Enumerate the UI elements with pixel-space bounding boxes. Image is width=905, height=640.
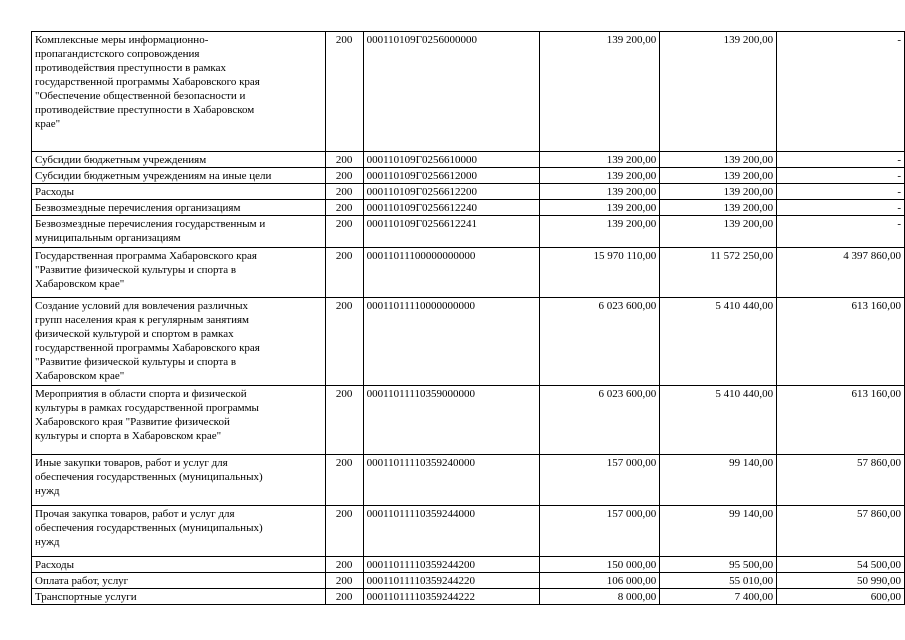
table-row: [32, 386, 905, 455]
row-name: Оплата работ, услуг: [32, 573, 326, 589]
row-executed: 139 200,00: [660, 184, 777, 200]
row-classification-code: 000110109Г0256612241: [363, 216, 540, 248]
row-remaining: -: [777, 168, 905, 184]
budget-report-page: [31, 31, 905, 605]
table-row: [32, 184, 905, 200]
row-name: Комплексные меры информационно- пропагандистского сопровождения противодействия преступности в рамках государственной программы Хабаровского края "Обеспечение общественной безопасности и противодействие преступности в Хабаровском крае": [32, 32, 326, 152]
table-row: [32, 200, 905, 216]
row-remaining: -: [777, 152, 905, 168]
table-row: [32, 32, 905, 152]
row-name: Иные закупки товаров, работ и услуг для обеспечения государственных (муниципальных) нужд: [32, 455, 326, 506]
row-name: Мероприятия в области спорта и физической культуры в рамках государственной программы Хабаровского края "Развитие физической культуры и спорта в Хабаровском крае": [32, 386, 326, 455]
row-remaining: 600,00: [777, 589, 905, 605]
row-name: Безвозмездные перечисления организациям: [32, 200, 326, 216]
row-executed: 139 200,00: [660, 168, 777, 184]
row-code: 200: [325, 386, 363, 455]
row-remaining: 4 397 860,00: [777, 248, 905, 298]
row-classification-code: 000110109Г0256612000: [363, 168, 540, 184]
row-name: Создание условий для вовлечения различных групп населения края к регулярным занятиям физической культурой и спортом в рамках государственной программы Хабаровского края "Развитие физической культуры и спорта в Хабаровском крае": [32, 298, 326, 386]
row-code: 200: [325, 589, 363, 605]
row-approved: 6 023 600,00: [540, 298, 660, 386]
row-remaining: 57 860,00: [777, 506, 905, 557]
row-executed: 139 200,00: [660, 152, 777, 168]
row-executed: 11 572 250,00: [660, 248, 777, 298]
row-classification-code: 00011011100000000000: [363, 248, 540, 298]
row-name: Расходы: [32, 557, 326, 573]
row-classification-code: 00011011110359244220: [363, 573, 540, 589]
row-remaining: 613 160,00: [777, 298, 905, 386]
row-classification-code: 00011011110359240000: [363, 455, 540, 506]
row-code: 200: [325, 152, 363, 168]
row-remaining: -: [777, 200, 905, 216]
row-code: 200: [325, 184, 363, 200]
table-row: [32, 573, 905, 589]
row-executed: 5 410 440,00: [660, 386, 777, 455]
row-approved: 150 000,00: [540, 557, 660, 573]
row-name: Субсидии бюджетным учреждениям на иные цели: [32, 168, 326, 184]
row-executed: 99 140,00: [660, 506, 777, 557]
row-classification-code: 00011011110000000000: [363, 298, 540, 386]
row-approved: 139 200,00: [540, 184, 660, 200]
row-classification-code: 00011011110359000000: [363, 386, 540, 455]
row-code: 200: [325, 455, 363, 506]
table-row: [32, 506, 905, 557]
row-remaining: -: [777, 216, 905, 248]
budget-execution-table: [31, 31, 905, 605]
row-remaining: 54 500,00: [777, 557, 905, 573]
row-remaining: 613 160,00: [777, 386, 905, 455]
row-approved: 139 200,00: [540, 216, 660, 248]
row-classification-code: 000110109Г0256610000: [363, 152, 540, 168]
row-name: Прочая закупка товаров, работ и услуг для обеспечения государственных (муниципальных) нужд: [32, 506, 326, 557]
row-name: Субсидии бюджетным учреждениям: [32, 152, 326, 168]
row-code: 200: [325, 506, 363, 557]
table-row: [32, 298, 905, 386]
row-name: Транспортные услуги: [32, 589, 326, 605]
row-approved: 139 200,00: [540, 200, 660, 216]
row-executed: 95 500,00: [660, 557, 777, 573]
row-classification-code: 000110109Г0256000000: [363, 32, 540, 152]
table-row: [32, 248, 905, 298]
row-approved: 8 000,00: [540, 589, 660, 605]
table-row: [32, 168, 905, 184]
table-row: [32, 589, 905, 605]
table-row: [32, 152, 905, 168]
row-name: Безвозмездные перечисления государственным и муниципальным организациям: [32, 216, 326, 248]
row-executed: 99 140,00: [660, 455, 777, 506]
row-approved: 157 000,00: [540, 455, 660, 506]
row-approved: 6 023 600,00: [540, 386, 660, 455]
row-code: 200: [325, 216, 363, 248]
row-classification-code: 00011011110359244000: [363, 506, 540, 557]
row-classification-code: 000110109Г0256612200: [363, 184, 540, 200]
row-remaining: -: [777, 184, 905, 200]
row-classification-code: 000110109Г0256612240: [363, 200, 540, 216]
row-remaining: -: [777, 32, 905, 152]
row-code: 200: [325, 168, 363, 184]
row-name: Расходы: [32, 184, 326, 200]
row-code: 200: [325, 573, 363, 589]
row-name: Государственная программа Хабаровского края "Развитие физической культуры и спорта в Хабаровском крае": [32, 248, 326, 298]
row-classification-code: 00011011110359244222: [363, 589, 540, 605]
row-remaining: 50 990,00: [777, 573, 905, 589]
row-approved: 139 200,00: [540, 168, 660, 184]
row-code: 200: [325, 32, 363, 152]
table-row: [32, 455, 905, 506]
row-classification-code: 00011011110359244200: [363, 557, 540, 573]
row-executed: 7 400,00: [660, 589, 777, 605]
row-executed: 139 200,00: [660, 216, 777, 248]
row-executed: 55 010,00: [660, 573, 777, 589]
row-code: 200: [325, 557, 363, 573]
row-approved: 157 000,00: [540, 506, 660, 557]
table-row: [32, 557, 905, 573]
row-code: 200: [325, 248, 363, 298]
row-executed: 139 200,00: [660, 200, 777, 216]
row-approved: 15 970 110,00: [540, 248, 660, 298]
row-code: 200: [325, 200, 363, 216]
row-executed: 139 200,00: [660, 32, 777, 152]
row-approved: 139 200,00: [540, 152, 660, 168]
row-approved: 139 200,00: [540, 32, 660, 152]
table-row: [32, 216, 905, 248]
row-code: 200: [325, 298, 363, 386]
row-remaining: 57 860,00: [777, 455, 905, 506]
row-approved: 106 000,00: [540, 573, 660, 589]
row-executed: 5 410 440,00: [660, 298, 777, 386]
